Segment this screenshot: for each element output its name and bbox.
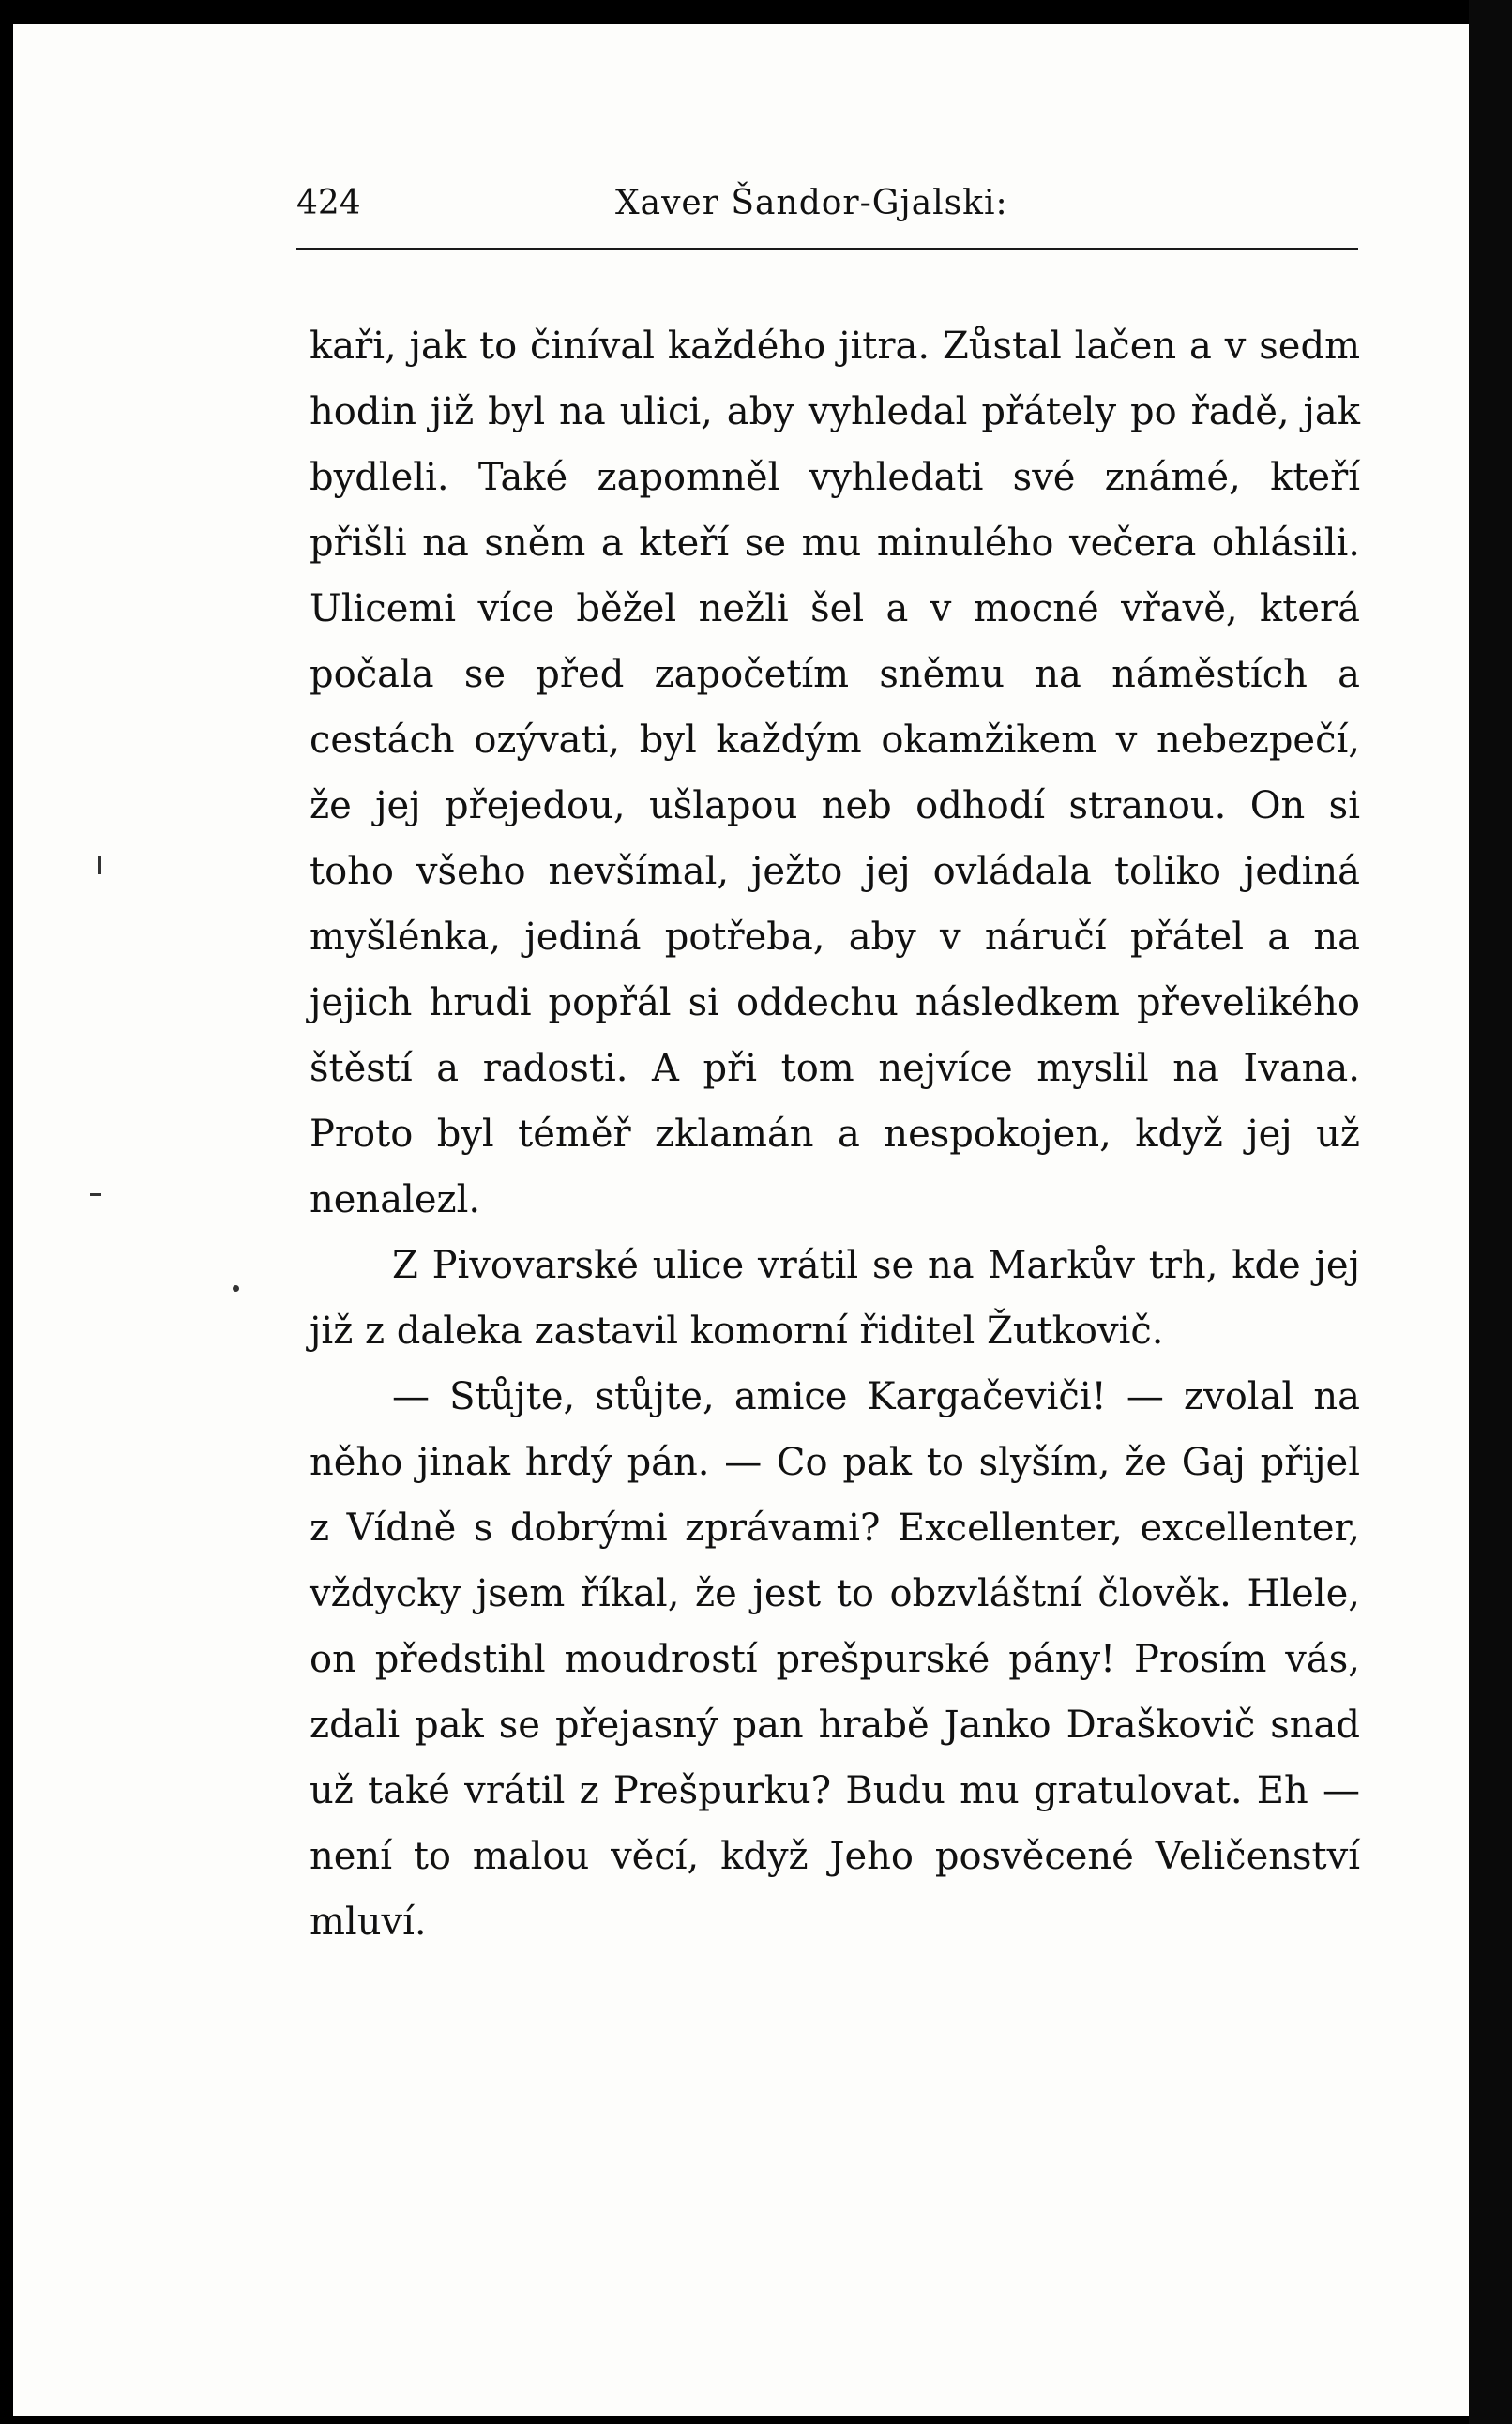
header-rule [296, 248, 1358, 250]
body-text [310, 313, 1360, 1955]
margin-speck [90, 1193, 101, 1196]
paragraph-pivovarska: Z Pivovarské ulice vrátil se na Markův trh, kde jej již z daleka zastavil komorní řiditel Žutkovič. [310, 1244, 1360, 1353]
margin-speck [98, 856, 101, 874]
page-header [296, 184, 1358, 240]
page-edge-shadow [1469, 0, 1512, 2424]
running-title: Xaver Šandor-Gjalski: [615, 184, 1008, 222]
paragraph-continuation: kaři, jak to činíval každého jitra. Zůstal lačen a v sedm hodin již byl na ulici, aby vyhledal přátely po řadě, jak bydleli. Také zapomněl vyhledati své známé, kteří přišli na sněm a kteří se mu minulého večera ohlásili. Ulicemi více běžel nežli šel a v mocné vřavě, která počala se před započetím sněmu na náměstích a cestách ozývati, byl každým okamžikem v nebezpečí, že jej přejedou, ušlapou neb odhodí stranou. On si toho všeho nevšímal, ježto jej ovládala toliko jediná myšlénka, jediná potřeba, aby v náručí přátel a na jejich hrudi popřál si oddechu následkem převelikého štěstí a radosti. A při tom nejvíce myslil na Ivana. Proto byl téměř zklamán a nespokojen, když jej už nenalezl. [310, 325, 1360, 1221]
paragraph-dialogue: — Stůjte, stůjte, amice Kargačeviči! — zvolal na něho jinak hrdý pán. — Co pak to slyším, že Gaj přijel z Vídně s dobrými zprávami? Excellenter, excellenter, vždycky jsem říkal, že jest to obzvláštní člověk. Hlele, on předstihl moudrostí prešpurské pány! Prosím vás, zdali pak se přejasný pan hrabě Janko Draškovič snad už také vrátil z Prešpurku? Budu mu gratulovat. Eh — není to malou věcí, když Jeho posvěcené Veličenství mluví. [310, 1375, 1360, 1944]
margin-speck [233, 1285, 239, 1292]
page-number: 424 [296, 184, 361, 222]
